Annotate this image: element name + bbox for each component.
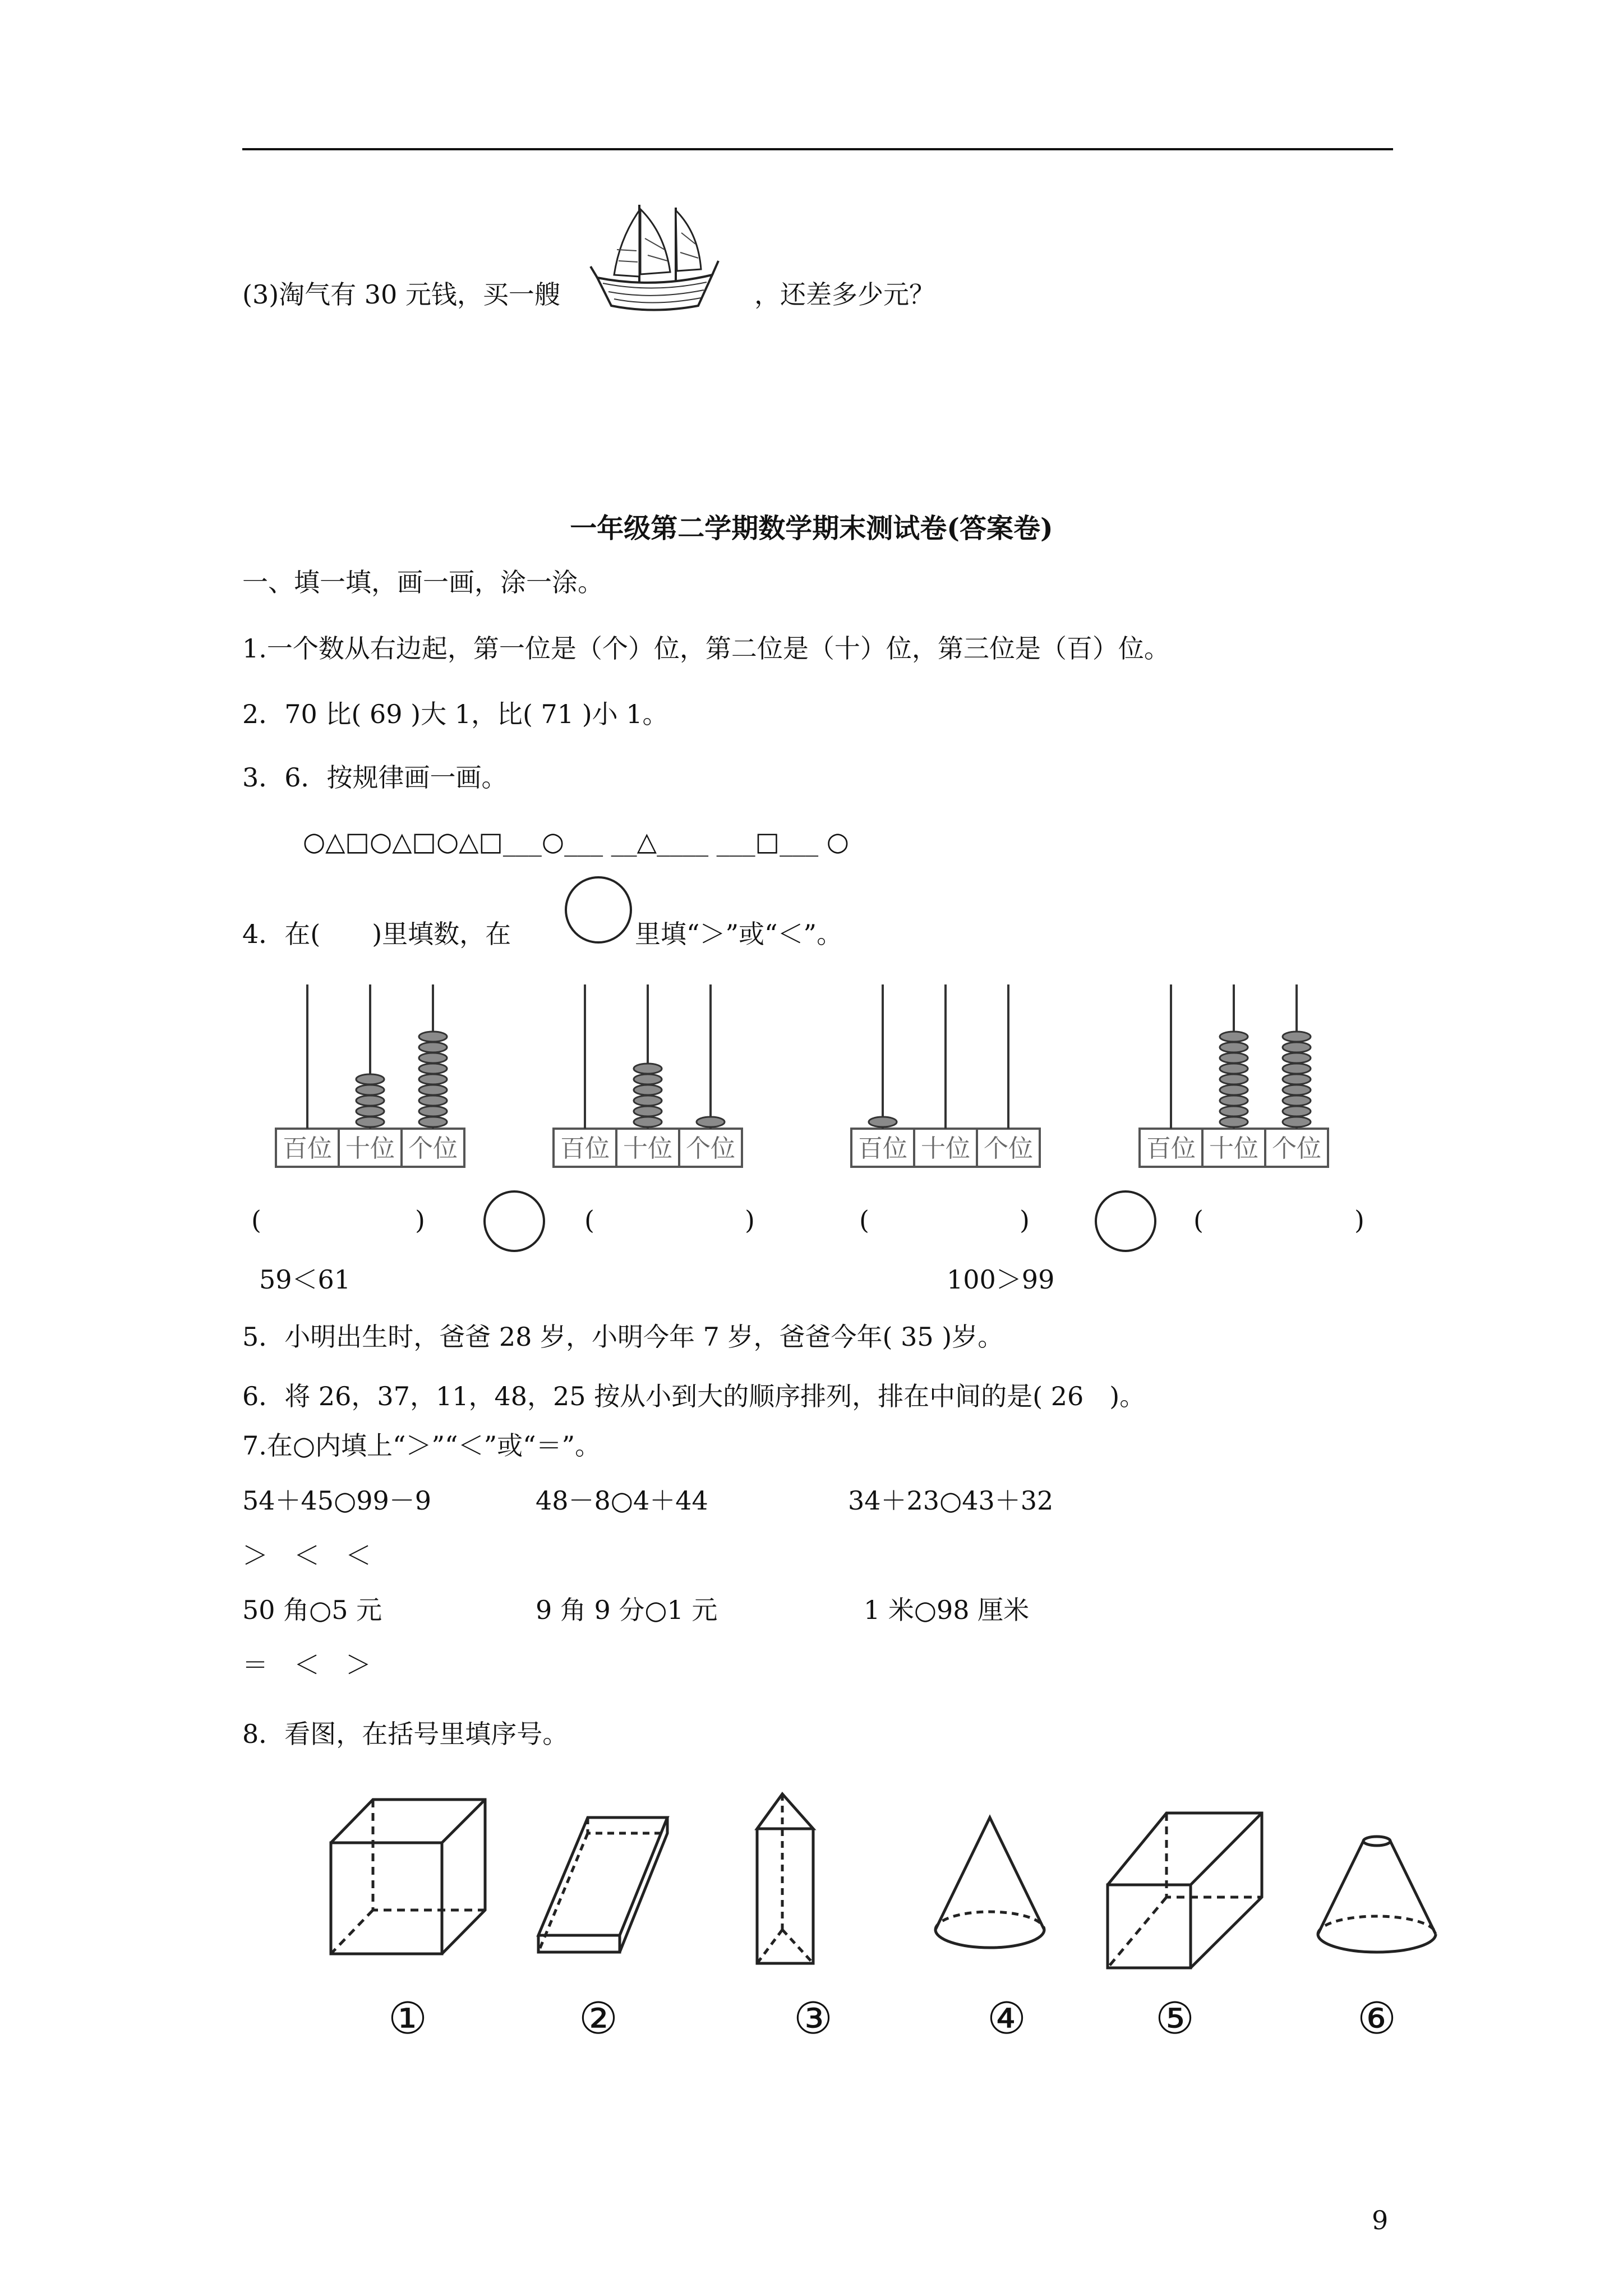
item-3: 3．6．按规律画一画。 bbox=[242, 762, 508, 793]
page-number: 9 bbox=[1372, 2205, 1389, 2235]
item-4-text-a: 4．在( )里填数，在 bbox=[242, 919, 511, 949]
q3-text-after: ，还差多少元？ bbox=[754, 279, 935, 310]
abacus-place-label: 十位 bbox=[623, 1134, 672, 1163]
abacus-bead bbox=[356, 1085, 384, 1095]
abacus-1 bbox=[276, 984, 464, 1167]
abacus-bead bbox=[634, 1117, 662, 1127]
q7-expr-2: 48－8○4＋44 bbox=[536, 1485, 708, 1516]
abacus-bead bbox=[1220, 1032, 1248, 1042]
blank-2-open: ( bbox=[584, 1205, 594, 1235]
item-3-pattern: ○△□○△□○△□___○___ __△____ ___□___ ○ bbox=[303, 826, 849, 857]
abacus-bead bbox=[419, 1085, 447, 1095]
abacus-bead bbox=[634, 1096, 662, 1106]
abacus-place-label: 十位 bbox=[1209, 1134, 1258, 1163]
cuboid-shape bbox=[1108, 1813, 1262, 1968]
abacus-bead bbox=[356, 1074, 384, 1084]
abacus-bead bbox=[419, 1106, 447, 1116]
shape-number-5: ⑤ bbox=[1155, 1994, 1195, 2044]
q7-expr-3: 34＋23○43＋32 bbox=[848, 1485, 1054, 1516]
abacus-bead bbox=[1220, 1085, 1248, 1095]
abacus-place-label: 十位 bbox=[921, 1134, 970, 1163]
abacus-place-label: 个位 bbox=[686, 1134, 735, 1163]
abacus-bead bbox=[1283, 1053, 1311, 1063]
abacus-bead bbox=[634, 1074, 662, 1084]
page-title: 一年级第二学期数学期末测试卷(答案卷) bbox=[570, 513, 1053, 544]
answer-4-right: 100＞99 bbox=[947, 1264, 1055, 1295]
abacus-bead bbox=[1283, 1064, 1311, 1074]
abacus-bead bbox=[1220, 1074, 1248, 1084]
abacus-bead bbox=[634, 1085, 662, 1095]
abacus-bead bbox=[356, 1117, 384, 1127]
cone-shape bbox=[935, 1818, 1044, 1948]
shape-number-2: ② bbox=[579, 1994, 618, 2044]
q7-expr-4: 50 角○5 元 bbox=[242, 1595, 382, 1625]
item-2: 2．70 比( 69 )大 1，比( 71 )小 1。 bbox=[242, 699, 668, 729]
abacus-2 bbox=[554, 984, 742, 1167]
abacus-bead bbox=[419, 1064, 447, 1074]
blank-4-open: ( bbox=[1193, 1205, 1204, 1235]
blank-1-close: ) bbox=[415, 1205, 425, 1235]
q7-answers-2: ＝ ＜ ＞ bbox=[242, 1650, 371, 1680]
abacus-3 bbox=[851, 984, 1040, 1167]
abacus-place-label: 个位 bbox=[984, 1134, 1033, 1163]
abacus-bead bbox=[1283, 1106, 1311, 1116]
blank-4-close: ) bbox=[1354, 1205, 1364, 1235]
abacus-bead bbox=[1283, 1117, 1311, 1127]
shape-number-3: ③ bbox=[794, 1994, 833, 2044]
thin-cuboid-shape bbox=[538, 1818, 667, 1952]
compare-circle-1-icon bbox=[482, 1189, 547, 1254]
answer-4-left: 59＜61 bbox=[259, 1264, 351, 1295]
abacus-bead bbox=[634, 1106, 662, 1116]
q7-expr-6: 1 米○98 厘米 bbox=[864, 1595, 1030, 1625]
abacus-bead bbox=[1283, 1042, 1311, 1052]
abacus-4 bbox=[1140, 984, 1328, 1167]
abacus-bead bbox=[1283, 1096, 1311, 1106]
frustum-shape bbox=[1318, 1837, 1436, 1952]
item-8: 8．看图，在括号里填序号。 bbox=[242, 1719, 569, 1749]
abacus-place-label: 百位 bbox=[858, 1134, 907, 1163]
abacus-bead bbox=[419, 1032, 447, 1042]
abacus-place-label: 百位 bbox=[560, 1134, 610, 1163]
q7-expr-5: 9 角 9 分○1 元 bbox=[536, 1595, 718, 1625]
abacus-bead bbox=[1220, 1042, 1248, 1052]
item-1: 1.一个数从右边起，第一位是（个）位，第二位是（十）位，第三位是（百）位。 bbox=[242, 633, 1170, 664]
shape-number-1: ① bbox=[388, 1994, 427, 2044]
abacus-bead bbox=[356, 1096, 384, 1106]
abacus-bead bbox=[419, 1053, 447, 1063]
abacus-bead bbox=[1220, 1106, 1248, 1116]
shape-number-4: ④ bbox=[987, 1994, 1026, 2044]
blank-3-close: ) bbox=[1020, 1205, 1030, 1235]
abacus-bead bbox=[419, 1074, 447, 1084]
abacus-place-label: 百位 bbox=[283, 1134, 332, 1163]
abacus-bead bbox=[1283, 1032, 1311, 1042]
abacus-bead bbox=[419, 1042, 447, 1052]
abacus-bead bbox=[419, 1096, 447, 1106]
abacus-bead bbox=[1220, 1096, 1248, 1106]
triangular-prism-shape bbox=[757, 1794, 813, 1963]
abacus-place-label: 个位 bbox=[1272, 1134, 1321, 1163]
section-heading: 一、填一填，画一画，涂一涂。 bbox=[242, 567, 603, 597]
item-5: 5．小明出生时，爸爸 28 岁，小明今年 7 岁，爸爸今年( 35 )岁。 bbox=[242, 1322, 1004, 1352]
abacus-bead bbox=[634, 1064, 662, 1074]
blank-3-open: ( bbox=[859, 1205, 869, 1235]
compare-circle-2-icon bbox=[1094, 1189, 1158, 1254]
cube-shape bbox=[331, 1800, 485, 1954]
item-7: 7.在○内填上“＞”“＜”或“＝”。 bbox=[242, 1430, 601, 1461]
q7-answers-1: ＞ ＜ ＜ bbox=[242, 1540, 371, 1571]
blank-2-close: ) bbox=[745, 1205, 755, 1235]
abacus-bead bbox=[356, 1106, 384, 1116]
abacus-place-label: 十位 bbox=[345, 1134, 395, 1163]
shape-number-6: ⑥ bbox=[1357, 1994, 1396, 2044]
item-4-text-b: 里填“＞”或“＜”。 bbox=[635, 919, 843, 949]
abacus-bead bbox=[419, 1117, 447, 1127]
abacus-bead bbox=[869, 1117, 897, 1127]
abacus-bead bbox=[1220, 1053, 1248, 1063]
abacus-bead bbox=[1283, 1085, 1311, 1095]
blank-1-open: ( bbox=[251, 1205, 261, 1235]
abacus-bead bbox=[697, 1117, 725, 1127]
abacus-bead bbox=[1283, 1074, 1311, 1084]
item-6: 6．将 26，37，11，48，25 按从小到大的顺序排列，排在中间的是( 26 )。 bbox=[242, 1381, 1146, 1411]
q3-text-before: (3)淘气有 30 元钱，买一艘 bbox=[242, 279, 560, 310]
q7-expr-1: 54＋45○99－9 bbox=[242, 1485, 432, 1516]
abacus-place-label: 个位 bbox=[408, 1134, 458, 1163]
abacus-bead bbox=[1220, 1064, 1248, 1074]
abacus-place-label: 百位 bbox=[1146, 1134, 1196, 1163]
abacus-bead bbox=[1220, 1117, 1248, 1127]
